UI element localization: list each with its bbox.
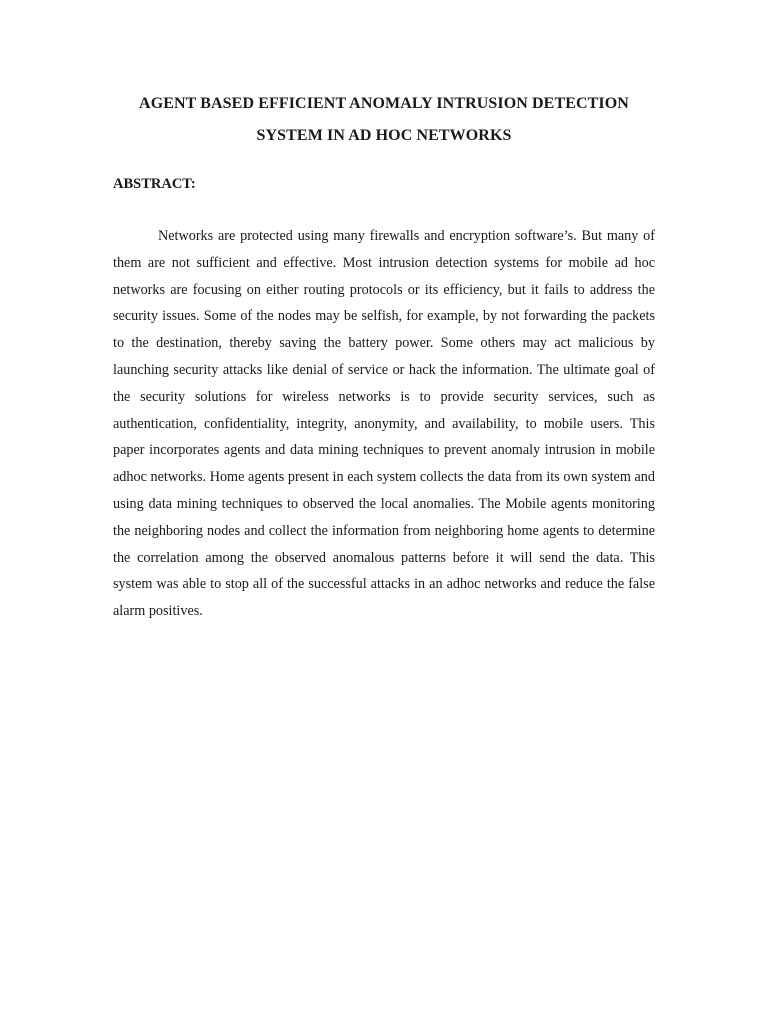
paper-title-line-2: SYSTEM IN AD HOC NETWORKS — [256, 127, 512, 144]
paper-title-line-1: AGENT BASED EFFICIENT ANOMALY INTRUSION DETECTION — [139, 95, 629, 112]
paper-title — [90, 88, 678, 152]
abstract-heading: ABSTRACT: — [113, 176, 196, 192]
abstract-paragraph: Networks are protected using many firewalls and encryption software’s. But many of them are not sufficient and effective. Most intrusion detection systems for mobile ad hoc networks are focusing on either routing protocols or its efficiency, but it fails to address the security issues. Some of the nodes may be selfish, for example, by not forwarding the packets to the destination, thereby saving the battery power. Some others may act malicious by launching security attacks like denial of service or hack the information. The ultimate goal of the security solutions for wireless networks is to provide security services, such as authentication, confidentiality, integrity, anonymity, and availability, to mobile users. This paper incorporates agents and data mining techniques to prevent anomaly intrusion in mobile adhoc networks. Home agents present in each system collects the data from its own system and using data mining techniques to observed the local anomalies. The Mobile agents monitoring the neighboring nodes and collect the information from neighboring home agents to determine the correlation among the observed anomalous patterns before it will send the data. This system was able to stop all of the successful attacks in an adhoc networks and reduce the false alarm positives. — [113, 228, 655, 620]
